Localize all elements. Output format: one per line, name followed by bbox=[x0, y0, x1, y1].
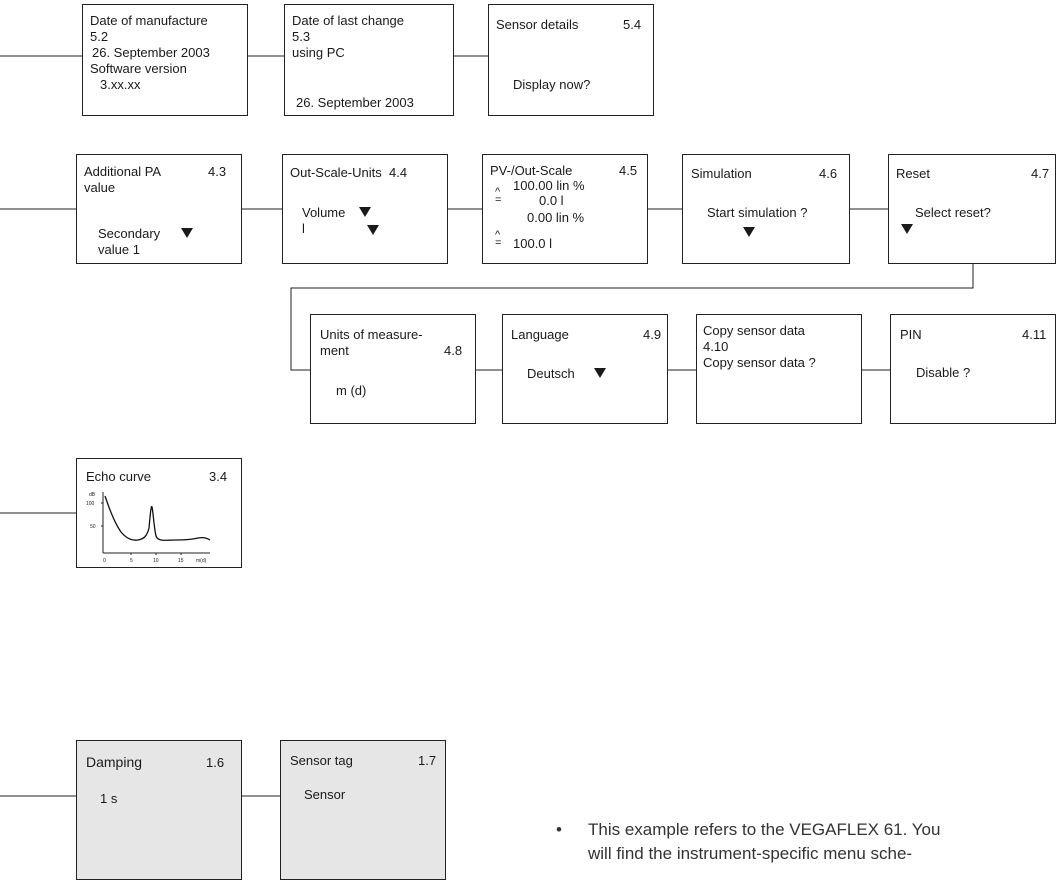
menu-number: 4.11 bbox=[1022, 327, 1047, 342]
x-tick-15: 15 bbox=[178, 558, 184, 564]
additional-pa-value-box bbox=[76, 154, 242, 264]
x-tick-5: 5 bbox=[130, 558, 133, 564]
sensor-tag-box bbox=[280, 740, 446, 880]
secondary-option: Secondary bbox=[98, 226, 161, 241]
scale-value-4: 100.0 l bbox=[513, 236, 553, 251]
menu-number: 4.4 bbox=[389, 165, 408, 180]
secondary-option-line2: value 1 bbox=[98, 242, 140, 257]
x-tick-0: 0 bbox=[103, 558, 106, 564]
dropdown-triangle-icon bbox=[901, 224, 913, 234]
box-title: Language bbox=[511, 327, 569, 342]
scale-value-1: 100.00 lin % bbox=[513, 178, 585, 193]
unit-option-volume: Volume bbox=[302, 205, 346, 220]
simulation-box bbox=[682, 154, 850, 264]
dropdown-triangle-icon bbox=[367, 225, 379, 235]
menu-number: 1.6 bbox=[206, 755, 225, 770]
y-tick-100: 100 bbox=[86, 501, 95, 507]
x-tick-10: 10 bbox=[153, 558, 159, 564]
date-of-manufacture-box bbox=[82, 4, 248, 116]
change-date: 26. September 2003 bbox=[296, 95, 414, 110]
dropdown-triangle-icon bbox=[359, 207, 371, 217]
simulation-prompt: Start simulation ? bbox=[707, 205, 808, 220]
box-title: Date of manufacture bbox=[90, 13, 208, 28]
reset-prompt: Select reset? bbox=[915, 205, 991, 220]
menu-number: 4.6 bbox=[819, 166, 838, 181]
echo-curve-line bbox=[105, 496, 210, 540]
menu-number: 5.2 bbox=[90, 29, 109, 44]
menu-number: 4.3 bbox=[208, 164, 227, 179]
y-unit-label: dB bbox=[89, 492, 96, 498]
corresponds-sign: ^ = bbox=[495, 186, 502, 206]
box-title: Sensor tag bbox=[290, 753, 353, 768]
out-scale-units-box bbox=[282, 154, 448, 264]
scale-value-2: 0.0 l bbox=[539, 193, 564, 208]
date-of-last-change-box bbox=[284, 4, 454, 116]
box-title: Additional PA bbox=[84, 164, 162, 179]
unit-option-litre: l bbox=[302, 221, 305, 236]
box-title: Damping bbox=[86, 754, 143, 770]
dropdown-triangle-icon bbox=[594, 368, 606, 378]
box-title: PV-/Out-Scale bbox=[490, 163, 573, 178]
pin-box bbox=[890, 314, 1056, 424]
menu-number: 1.7 bbox=[418, 753, 437, 768]
box-title-line2: ment bbox=[320, 343, 349, 358]
language-box bbox=[502, 314, 668, 424]
copy-sensor-data-box bbox=[696, 314, 862, 424]
dropdown-triangle-icon bbox=[743, 227, 755, 237]
y-tick-50: 50 bbox=[90, 524, 96, 530]
menu-number: 4.5 bbox=[619, 163, 638, 178]
unit-value: m (d) bbox=[336, 383, 367, 398]
note-line-1: This example refers to the VEGAFLEX 61. You bbox=[588, 820, 941, 839]
box-title: Date of last change bbox=[292, 13, 405, 28]
menu-number: 3.4 bbox=[209, 469, 228, 484]
menu-number: 4.7 bbox=[1031, 166, 1050, 181]
box-title-line2: value bbox=[84, 180, 116, 195]
pin-prompt: Disable ? bbox=[916, 365, 971, 380]
echo-curve-box bbox=[76, 458, 242, 568]
menu-number: 4.9 bbox=[643, 327, 662, 342]
scale-value-3: 0.00 lin % bbox=[527, 210, 585, 225]
bullet-dot: • bbox=[556, 820, 562, 839]
sensor-tag-value: Sensor bbox=[304, 787, 346, 802]
pv-out-scale-box bbox=[482, 154, 648, 264]
box-title: Units of measure- bbox=[320, 327, 423, 342]
manufacture-date: 26. September 2003 bbox=[92, 45, 210, 60]
box-title: Simulation bbox=[691, 166, 752, 181]
copy-prompt: Copy sensor data ? bbox=[703, 355, 816, 370]
damping-box bbox=[76, 740, 242, 880]
x-unit-label: m(d) bbox=[196, 558, 207, 564]
sensor-details-box bbox=[488, 4, 654, 116]
menu-number: 5.4 bbox=[623, 17, 642, 32]
box-title: Copy sensor data bbox=[703, 323, 805, 338]
dropdown-triangle-icon bbox=[181, 228, 193, 238]
box-title: PIN bbox=[900, 327, 922, 342]
software-version-value: 3.xx.xx bbox=[100, 77, 141, 92]
language-value: Deutsch bbox=[527, 366, 575, 381]
damping-value: 1 s bbox=[100, 791, 118, 806]
units-of-measurement-box bbox=[310, 314, 476, 424]
display-prompt: Display now? bbox=[513, 77, 591, 92]
echo-curve-plot bbox=[76, 458, 242, 568]
reset-box bbox=[888, 154, 1056, 264]
box-title: Echo curve bbox=[86, 469, 152, 484]
changed-using: using PC bbox=[292, 45, 345, 60]
note-line-2: will find the instrument-specific menu sche- bbox=[588, 844, 913, 863]
menu-number: 4.8 bbox=[444, 343, 463, 358]
box-title: Out-Scale-Units bbox=[290, 165, 382, 180]
menu-number: 5.3 bbox=[292, 29, 311, 44]
box-title: Sensor details bbox=[496, 17, 579, 32]
menu-number: 4.10 bbox=[703, 339, 729, 354]
box-title: Reset bbox=[896, 166, 930, 181]
corresponds-sign: ^ = bbox=[495, 229, 502, 249]
software-version-label: Software version bbox=[90, 61, 187, 76]
